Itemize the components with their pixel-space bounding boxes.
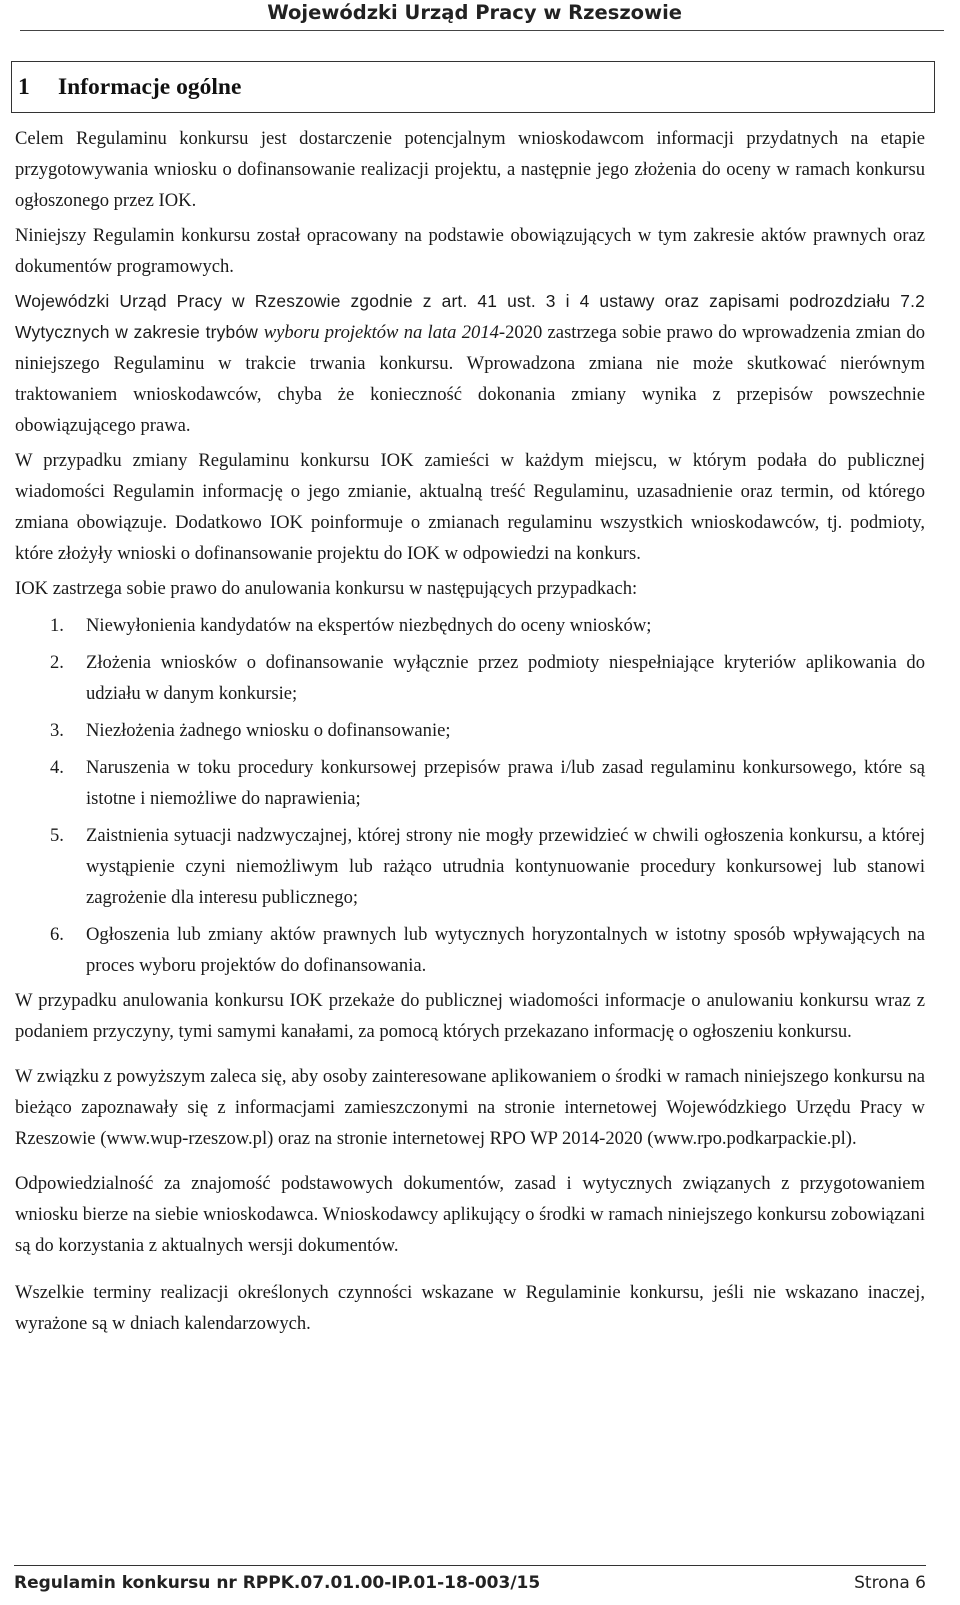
paragraph-changes [15, 286, 925, 441]
list-item-text: Naruszenia w toku procedury konkursowej przepisów prawa i/lub zasad regulaminu konkursowego, które są istotne i niemożliwe do naprawienia; [86, 757, 925, 809]
paragraph-recommendation: W związku z powyższym zaleca się, aby osoby zainteresowane aplikowaniem o środki w ramach niniejszego konkursu na bieżąco zapoznawały się z informacjami zamieszczonymi na stronie internetowej Wojewódzkiego Urzędu Pracy w Rzeszowie (www.wup-rzeszow.pl) oraz na stronie internetowej RPO WP 2014-2020 (www.rpo.podkarpackie.pl). [15, 1066, 925, 1149]
paragraph-cancellation-intro: IOK zastrzega sobie prawo do anulowania konkursu w następujących przypadkach: [15, 578, 638, 599]
list-marker: 1. [50, 615, 64, 636]
list-marker: 6. [50, 924, 64, 945]
section-title: Informacje ogólne [58, 74, 242, 100]
section-heading [11, 61, 935, 113]
paragraph-purpose: Celem Regulaminu konkursu jest dostarczenie potencjalnym wnioskodawcom informacji przydatnych na etapie przygotowywania wniosku o dofinansowanie realizacji projektu, a następnie jego złożenia do oceny w ramach konkursu ogłoszonego przez IOK. [15, 128, 925, 211]
footer-page-number: Strona 6 [854, 1573, 926, 1593]
list-marker: 5. [50, 825, 64, 846]
paragraph-deadlines: Wszelkie terminy realizacji określonych czynności wskazane w Regulaminie konkursu, jeśli nie wskazano inaczej, wyrażone są w dniach kalendarzowych. [15, 1282, 925, 1334]
running-footer [14, 1565, 926, 1596]
list-item [15, 610, 925, 641]
list-item [15, 715, 925, 746]
list-item-text: Zaistnienia sytuacji nadzwyczajnej, której strony nie mogły przewidzieć w chwili ogłoszenia konkursu, a której wystąpienie czyni niemożliwym lub rażąco utrudnia kontynuowanie procedury konkursowej lub stanowi zagrożenie dla interesu publicznego; [86, 825, 925, 908]
cancellation-cases-list [15, 610, 925, 981]
list-marker: 3. [50, 720, 64, 741]
list-item [15, 820, 925, 913]
paragraph-legal-basis: Niniejszy Regulamin konkursu został opracowany na podstawie obowiązujących w tym zakresie aktów prawnych oraz dokumentów programowych. [15, 225, 925, 277]
header-title: Wojewódzki Urząd Pracy w Rzeszowie [267, 1, 682, 24]
list-marker: 4. [50, 757, 64, 778]
footer-document-id: Regulamin konkursu nr RPPK.07.01.00-IP.01-18-003/15 [14, 1573, 541, 1593]
list-item-text: Ogłoszenia lub zmiany aktów prawnych lub wytycznych horyzontalnych w istotny sposób wpływających na proces wyboru projektów do dofinansowania. [86, 924, 925, 976]
list-item [15, 647, 925, 709]
list-item-text: Niezłożenia żadnego wniosku o dofinansowanie; [86, 720, 451, 741]
list-item [15, 919, 925, 981]
paragraph-changes-italic: wyboru projektów na lata 2014 [263, 322, 499, 343]
paragraph-changes-part-b: -2020 zastrzega sobie prawo do wprowadzenia zmian do niniejszego Regulaminu w trakcie trwania konkursu. Wprowadzona zmiana nie może skutkować nierównym traktowaniem wnioskodawców, chyba że konieczność dokonania zmiany wynika z przepisów powszechnie obowiązującego prawa. [15, 322, 925, 436]
list-item [15, 752, 925, 814]
paragraph-responsibility: Odpowiedzialność za znajomość podstawowych dokumentów, zasad i wytycznych związanych z przygotowaniem wniosku bierze na siebie wnioskodawca. Wnioskodawcy aplikujący o środki w ramach niniejszego konkursu zobowiązani są do korzystania z aktualnych wersji dokumentów. [15, 1173, 925, 1256]
paragraph-changes-part-a: Wojewódzki Urząd Pracy w Rzeszowie zgodnie z art. 41 ust. 3 i 4 ustawy oraz zapisami podrozdziału 7.2 Wytycznych w zakresie trybów [15, 291, 925, 342]
running-header [20, 0, 944, 31]
paragraph-cancellation-notice: W przypadku anulowania konkursu IOK przekaże do publicznej wiadomości informacje o anulowaniu konkursu wraz z podaniem przyczyny, tymi samymi kanałami, za pomocą których przekazano informację o ogłoszeniu konkursu. [15, 990, 925, 1042]
list-marker: 2. [50, 652, 64, 673]
list-item-text: Złożenia wniosków o dofinansowanie wyłącznie przez podmioty niespełniające kryteriów aplikowania do udziału w danym konkursie; [86, 652, 925, 704]
section-number: 1 [18, 74, 30, 100]
paragraph-change-notice: W przypadku zmiany Regulaminu konkursu IOK zamieści w każdym miejscu, w którym podała do publicznej wiadomości Regulamin informację o jego zmianie, aktualną treść Regulaminu, uzasadnienie oraz termin, od którego zmiana obowiązuje. Dodatkowo IOK poinformuje o zmianach regulaminu wszystkich wnioskodawców, tj. podmioty, które złożyły wnioski o dofinansowanie projektu do IOK w odpowiedzi na konkurs. [15, 450, 925, 564]
body-text [15, 123, 925, 1339]
list-item-text: Niewyłonienia kandydatów na ekspertów niezbędnych do oceny wniosków; [86, 615, 652, 636]
